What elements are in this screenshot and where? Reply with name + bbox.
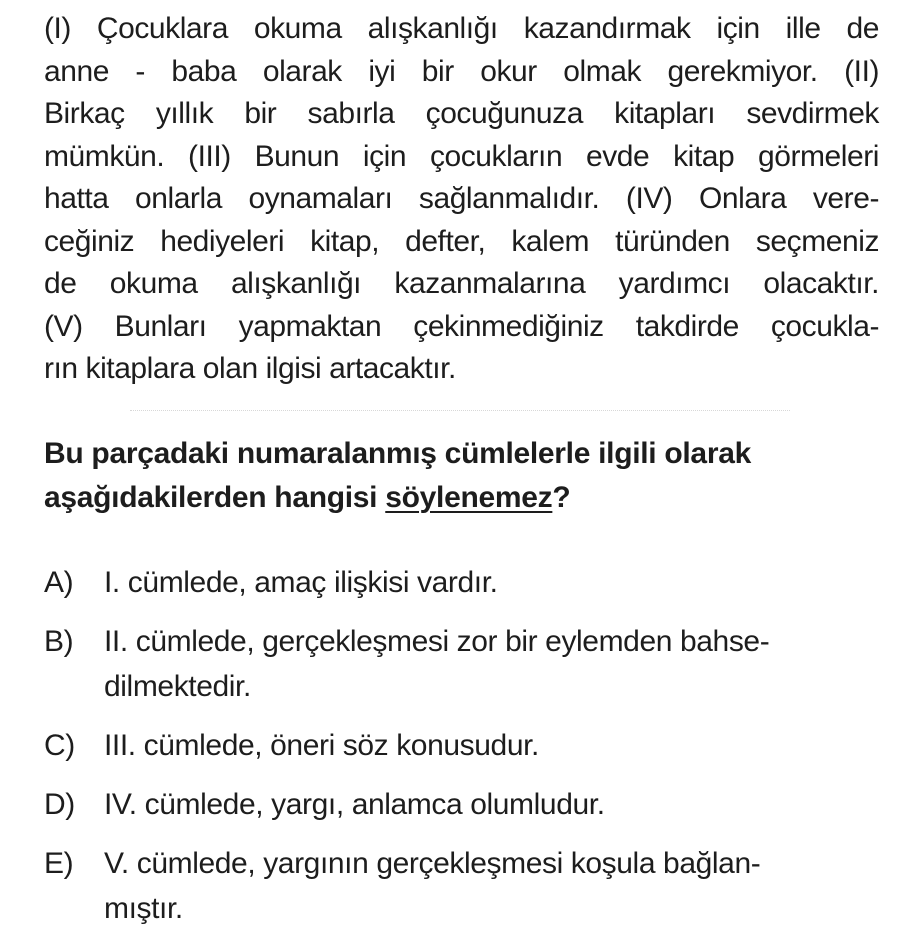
- option-text: [104, 723, 879, 768]
- option-line: V. cümlede, yargının gerçekleşmesi koşula bağlan-: [104, 847, 761, 880]
- option-letter: D): [44, 788, 75, 821]
- option-e[interactable]: [44, 841, 879, 931]
- option-b[interactable]: [44, 619, 879, 709]
- option-text: [104, 560, 879, 605]
- option-text: [104, 619, 879, 709]
- option-letter: B): [44, 625, 74, 658]
- passage-line: Birkaç yıllık bir sabırla çocuğunuza kitapları sevdirmek: [44, 97, 879, 130]
- answer-options: [44, 560, 879, 931]
- passage-line: anne - baba olarak iyi bir okur olmak gerekmiyor. (II): [44, 54, 879, 88]
- option-line: mıştır.: [104, 892, 183, 925]
- option-c[interactable]: [44, 723, 879, 768]
- passage-line: de okuma alışkanlığı kazanmalarına yardımcı olacaktır.: [44, 267, 879, 300]
- reading-passage: [44, 8, 879, 391]
- passage-line: rın kitaplara olan ilgisi artacaktır.: [44, 352, 456, 385]
- negative-keyword: söylenemez: [385, 481, 553, 514]
- passage-line: (I) Çocuklara okuma alışkanlığı kazandırmak için ille de: [44, 12, 879, 45]
- option-letter: C): [44, 729, 75, 762]
- passage-line: hatta onlarla oynamaları sağlanmalıdır. (IV) Onlara vere-: [44, 182, 879, 215]
- question-stem: [44, 432, 879, 520]
- option-line: II. cümlede, gerçekleşmesi zor bir eylemden bahse-: [104, 625, 770, 658]
- question-line: [44, 476, 879, 520]
- passage-line: (V) Bunları yapmaktan çekinmediğiniz takdirde çocukla-: [44, 309, 879, 343]
- question-line: Bu parçadaki numaralanmış cümlelerle ilgili olarak: [44, 437, 751, 470]
- passage-line: mümkün. (III) Bunun için çocukların evde kitap görmeleri: [44, 139, 879, 173]
- scan-noise-divider: [130, 410, 790, 413]
- option-line: III. cümlede, öneri söz konusudur.: [104, 729, 539, 762]
- option-d[interactable]: [44, 782, 879, 827]
- passage-line: ceğiniz hediyeleri kitap, defter, kalem türünden seçmeniz: [44, 224, 879, 258]
- question-mark: ?: [552, 481, 571, 514]
- option-line: I. cümlede, amaç ilişkisi vardır.: [104, 566, 498, 599]
- option-letter: E): [44, 847, 74, 880]
- option-text: [104, 782, 879, 827]
- option-letter: A): [44, 566, 74, 599]
- question-text: aşağıdakilerden hangisi: [44, 481, 386, 514]
- option-line: dilmektedir.: [104, 670, 251, 703]
- option-text: [104, 841, 879, 931]
- option-a[interactable]: [44, 560, 879, 605]
- option-line: IV. cümlede, yargı, anlamca olumludur.: [104, 788, 605, 821]
